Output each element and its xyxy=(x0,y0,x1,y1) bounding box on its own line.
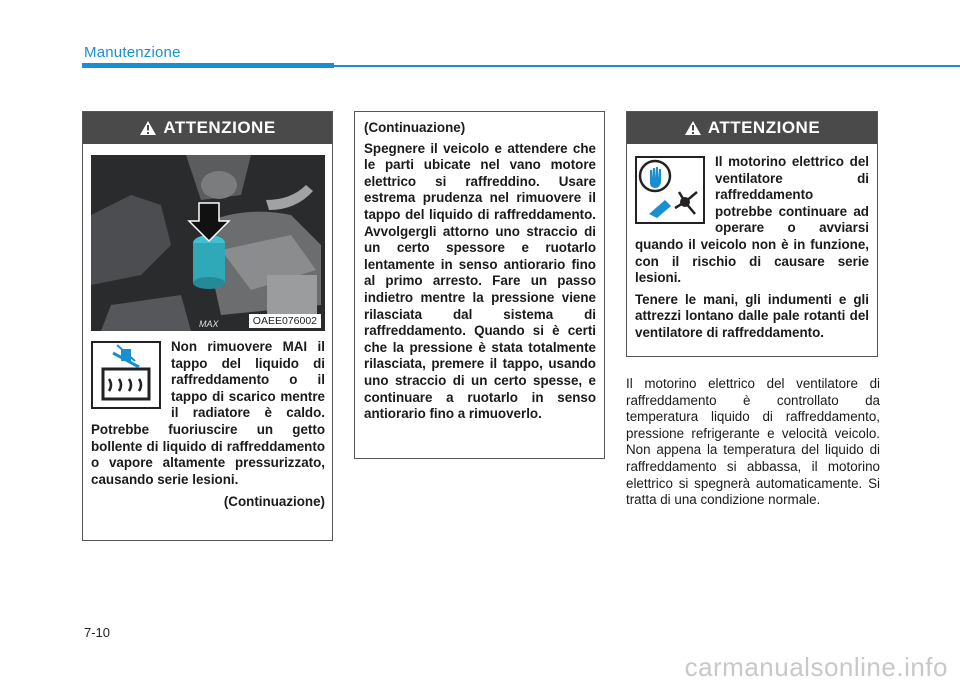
fan-warning-icon xyxy=(635,156,705,224)
warning-header xyxy=(83,112,332,144)
photo-mark: MAX xyxy=(199,319,219,329)
warning-text-area xyxy=(91,339,325,511)
hot-coolant-cap-icon xyxy=(91,341,161,409)
continuation-heading: (Continuazione) xyxy=(364,120,466,135)
header-rule-thick xyxy=(82,63,334,68)
fan-warning-text: Il motorino elettrico del ventilatore di raffreddamento potrebbe continuare ad operare o avviarsi quando il veicolo non è in funzione, con il rischio di causare serie lesioni. xyxy=(635,154,869,286)
continuation-text: Spegnere il veicolo e attendere che le parti ubicate nel vano motore elettrico si raffreddino. Usare estrema prudenza nel rimuovere il tappo del liquido di raffreddamento. Avvolgergli attorno uno straccio di un certo spessore e ruotarlo lentamente in senso antiorario fino al primo arresto. Fare un passo indietro mentre la pressione viene rilasciata dal sistema di raffreddamento. Quando si è certi che la pressione è stata totalmente rilasciata, premere il tappo, usando uno straccio di un certo spesse, e continuare a ruotarlo in senso antiorario fino a rimuoverlo. xyxy=(364,140,596,422)
warning-triangle-icon xyxy=(684,120,702,136)
warning-label: ATTENZIONE xyxy=(163,118,276,137)
continued-label: (Continuazione) xyxy=(223,494,325,510)
fan-warning-text-2: Tenere le mani, gli indumenti e gli attrezzi lontano dalle pale rotanti del ventilatore di raffreddamento. xyxy=(635,291,869,340)
warning-box-fan xyxy=(626,111,878,357)
photo-code: OAEE076002 xyxy=(249,314,321,328)
fan-warning-text-area xyxy=(635,154,869,342)
continuation-box xyxy=(354,111,605,459)
header-rule-thin xyxy=(334,65,960,67)
warning-box-coolant xyxy=(82,111,333,541)
warning-label: ATTENZIONE xyxy=(707,118,821,137)
stop-hand-icon xyxy=(640,161,670,191)
coolant-warning-text: Non rimuovere MAI il tappo del liquido di raffreddamento o il tappo di scarico mentre il radiatore è caldo. Potrebbe fuoriuscire un getto bollente di liquido di raffreddamento o vapore altamente pressurizzato, causando serie lesioni. xyxy=(91,339,325,487)
watermark: carmanualsonline.info xyxy=(684,652,948,682)
section-title: Manutenzione xyxy=(84,44,181,61)
warning-header xyxy=(627,112,877,144)
engine-photo xyxy=(91,155,325,331)
fan-body-text: Il motorino elettrico del ventilatore di raffreddamento è controllato da temperatura liquido di raffreddamento, pressione refrigerante e velocità veicolo. Non appena la temperatura del liquido di raffreddamento si abbassa, il motorino elettrico si spegnerà automaticamente. Si tratta di una condizione normale. xyxy=(626,376,880,508)
warning-triangle-icon xyxy=(139,120,157,136)
page-number: 7-10 xyxy=(84,625,111,640)
